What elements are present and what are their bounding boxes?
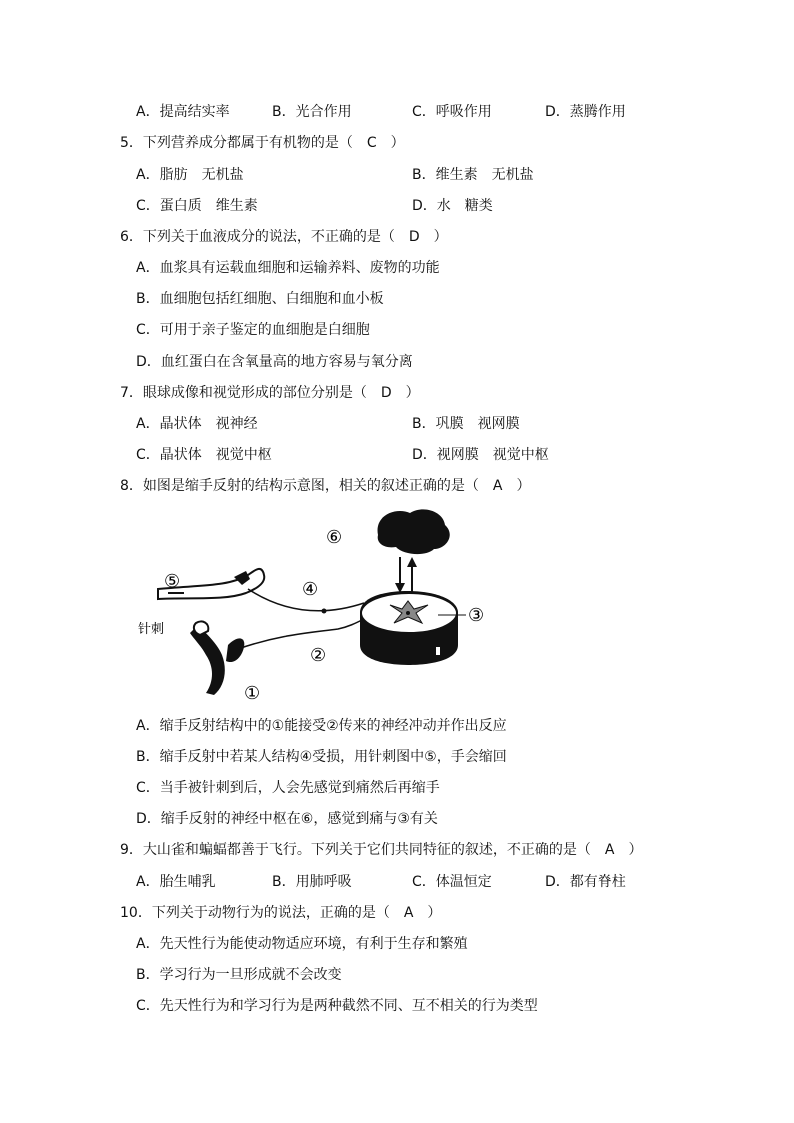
label-4: ④: [302, 579, 319, 600]
q10-stem: 10．下列关于动物行为的说法，正确的是（ A ）: [120, 905, 442, 921]
q5-option-d: D．水 糖类: [412, 198, 493, 214]
q9-option-c: C．体温恒定: [412, 874, 492, 890]
q7-stem: 7．眼球成像和视觉形成的部位分别是（ D ）: [120, 385, 420, 401]
hand-lower: [194, 621, 208, 635]
q7-option-a: A．晶状体 视神经: [136, 416, 258, 432]
q6-stem: 6．下列关于血液成分的说法，不正确的是（ D ）: [120, 229, 448, 245]
q8-option-d: D．缩手反射的神经中枢在⑥，感觉到痛与③有关: [136, 811, 438, 827]
q9-option-a: A．胎生哺乳: [136, 874, 216, 890]
q8-option-a: A．缩手反射结构中的①能接受②传来的神经冲动并作出反应: [136, 718, 507, 734]
reflex-arc-figure: [138, 505, 500, 705]
q6-option-b: B．血细胞包括红细胞、白细胞和血小板: [136, 291, 384, 307]
q6-option-a: A．血浆具有运载血细胞和运输养料、废物的功能: [136, 260, 440, 276]
q7-option-c: C．晶状体 视觉中枢: [136, 447, 272, 463]
q9-option-d: D．都有脊柱: [545, 874, 626, 890]
q9-stem: 9．大山雀和蝙蝠都善于飞行。下列关于它们共同特征的叙述，不正确的是（ A ）: [120, 842, 643, 858]
muscle: [226, 638, 244, 662]
label-6: ⑥: [326, 527, 343, 548]
q10-option-c: C．先天性行为和学习行为是两种截然不同、互不相关的行为类型: [136, 998, 538, 1014]
label-1: ①: [244, 683, 261, 704]
q8-stem: 8．如图是缩手反射的结构示意图，相关的叙述正确的是（ A ）: [120, 478, 531, 494]
brain-shape: [378, 509, 450, 554]
q6-option-c: C．可用于亲子鉴定的血细胞是白细胞: [136, 322, 370, 338]
q4-option-c: C．呼吸作用: [412, 104, 492, 120]
q7-option-b: B．巩膜 视网膜: [412, 416, 520, 432]
q4-option-d: D．蒸腾作用: [545, 104, 626, 120]
central-canal: [406, 611, 410, 615]
label-2: ②: [310, 645, 327, 666]
q8-option-c: C．当手被针刺到后，人会先感觉到痛然后再缩手: [136, 780, 440, 796]
label-5: ⑤: [164, 571, 181, 592]
label-3: ③: [468, 605, 485, 626]
q10-option-a: A．先天性行为能使动物适应环境，有利于生存和繁殖: [136, 936, 468, 952]
efferent-nerve-2: [238, 619, 364, 649]
up-arrow-head: [407, 557, 417, 567]
q8-option-b: B．缩手反射中若某人结构④受损，用针刺图中⑤，手会缩回: [136, 749, 507, 765]
q5-option-a: A．脂肪 无机盐: [136, 167, 244, 183]
q6-option-d: D．血红蛋白在含氧量高的地方容易与氧分离: [136, 354, 413, 370]
label-needle: 针刺: [138, 622, 165, 637]
q4-option-a: A．提高结实率: [136, 104, 230, 120]
q10-option-b: B．学习行为一旦形成就不会改变: [136, 967, 342, 983]
q5-option-c: C．蛋白质 维生素: [136, 198, 258, 214]
q9-option-b: B．用肺呼吸: [272, 874, 352, 890]
lower-arm: [190, 625, 225, 695]
q5-stem: 5．下列营养成分都属于有机物的是（ C ）: [120, 135, 405, 151]
q5-option-b: B．维生素 无机盐: [412, 167, 534, 183]
ganglion: [322, 609, 327, 614]
spinal-cord-mark: [436, 647, 440, 655]
q7-option-d: D．视网膜 视觉中枢: [412, 447, 549, 463]
q4-option-b: B．光合作用: [272, 104, 352, 120]
